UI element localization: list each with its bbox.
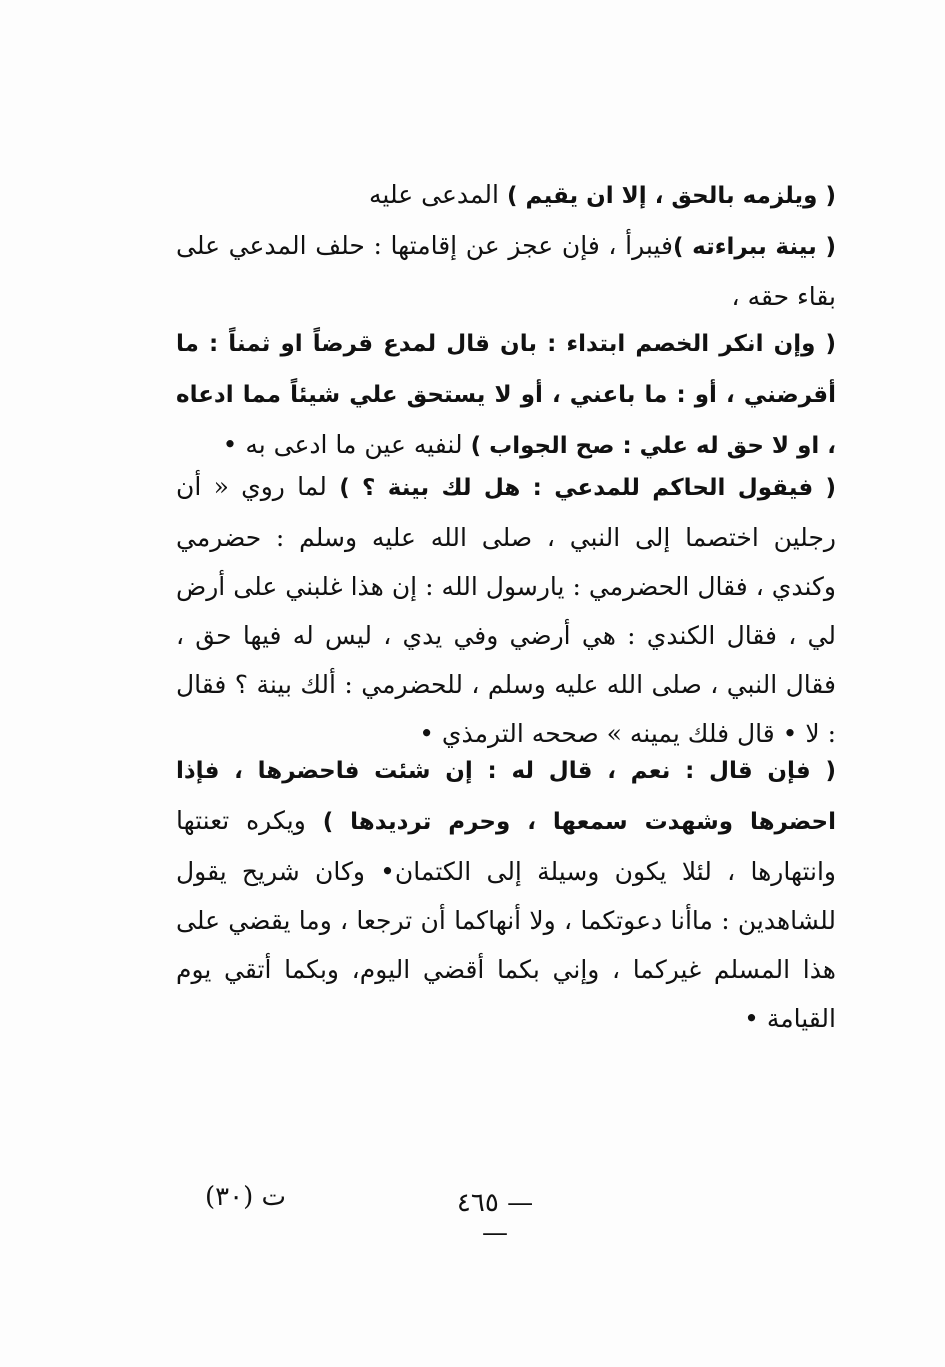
bold-text: ( وإن انكر الخصم ابتداء : بان قال لمدع قرضاً او ثمناً : ما أقرضني ، أو : ما باعني ، أو لا يستحق علي شيئاً مما ادعاه ، او لا حق له علي : صح الجواب ) — [176, 331, 836, 459]
page-number: — ٤٦٥ — — [456, 1188, 534, 1248]
body-text: ويكره تعنتها وانتهارها ، لئلا يكون وسيلة إلى الكتمان• وكان شريح يقول للشاهدين : ماأنا دعوتكما ، ولا أنهاكما أن ترجعا ، وما يقضي على هذا المسلم غيركما ، وإني بكما أقضي اليوم، وبكما أتقي يوم القيامة • — [176, 806, 836, 1033]
body-text: المدعى عليه — [369, 180, 499, 209]
paragraph-4 — [176, 745, 836, 1043]
paragraph-2 — [176, 318, 836, 471]
body-text: لما روي « أن رجلين اختصما إلى النبي ، صلى الله عليه وسلم : حضرمي وكندي ، فقال الحضرمي : يارسول الله : إن هذا غلبني على أرض لي ، فقال الكندي : هي أرضي وفي يدي ، ليس له فيها حق ، فقال النبي ، صلى الله عليه وسلم ، للحضرمي : ألك بينة ؟ فقال : لا • قال فلك يمينه » صححه الترمذي • — [176, 472, 836, 748]
signature-mark: ت (٣٠) — [205, 1182, 286, 1212]
paragraph-3 — [176, 462, 836, 758]
body-text: لنفيه عين ما ادعى به • — [222, 430, 463, 459]
bold-text: ( بينة ببراءته ) — [672, 234, 837, 260]
bold-text: ( فيقول الحاكم للمدعي : هل لك بينة ؟ ) — [326, 475, 836, 501]
bold-text: ( فإن قال : نعم ، قال له : إن شئت فاحضرها ، فإذا احضرها وشهدت سمعها ، وحرم ترديدها ) — [176, 758, 836, 835]
bold-text: ( ويلزمه بالحق ، إلا ان يقيم ) — [499, 183, 836, 209]
body-text: فيبرأ ، فإن عجز عن إقامتها : حلف المدعي على بقاء حقه ، — [176, 231, 836, 311]
paragraph-1 — [176, 170, 836, 321]
